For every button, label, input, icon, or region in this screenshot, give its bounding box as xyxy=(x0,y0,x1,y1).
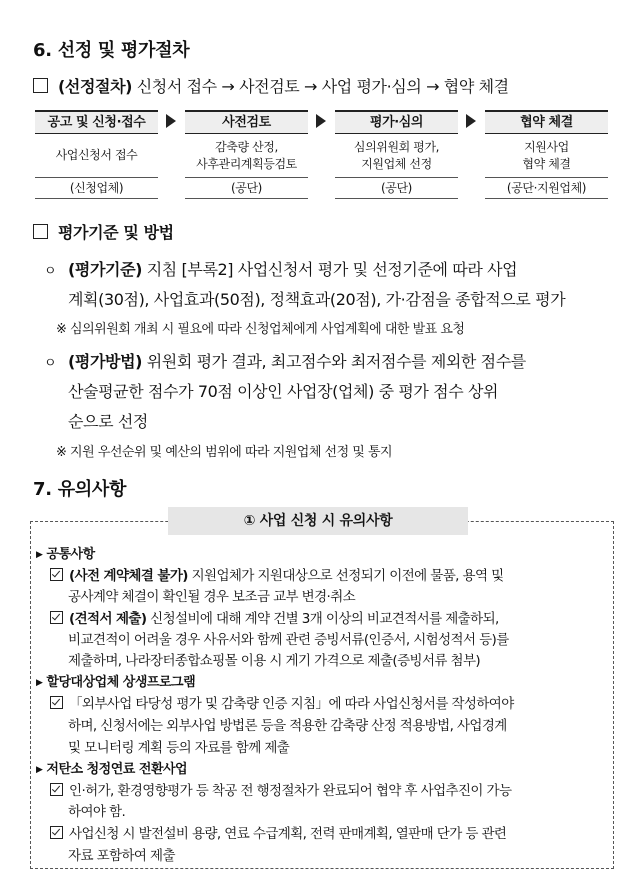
method-line-2: 산술평균한 점수가 70점 이상인 사업장(업체) 중 평가 점수 상위 xyxy=(68,382,499,401)
right-arrow-icon xyxy=(316,114,326,128)
checked-box-icon xyxy=(50,783,63,796)
right-arrow-icon xyxy=(166,114,176,128)
step-head: 평가·심의 xyxy=(335,110,458,134)
method-note: ※ 지원 우선순위 및 예산의 범위에 따라 지원업체 선정 및 통지 xyxy=(56,445,393,460)
check-item: 「외부사업 타당성 평가 및 감축량 인증 지침」에 따라 사업신청서를 작성하여야 xyxy=(50,692,514,712)
step-apply xyxy=(35,110,158,198)
checked-box-icon xyxy=(50,568,63,581)
caution-box-title: ① 사업 신청 시 유의사항 xyxy=(168,507,468,535)
step-foot: (공단) xyxy=(335,177,458,199)
checked-box-icon xyxy=(50,611,63,624)
checkbox-square-icon xyxy=(33,78,48,93)
step-review xyxy=(185,110,308,198)
step-body: 심의위원회 평가, 지원업체 선정 xyxy=(353,139,440,171)
step-body: 사업신청서 접수 xyxy=(55,148,138,162)
criteria-line-1: (평가기준) 지침 [부록2] 사업신청서 평가 및 선정기준에 따라 사업 xyxy=(68,260,518,279)
step-body: 감축량 산정, 사후관리계획등검토 xyxy=(196,139,297,171)
checked-box-icon xyxy=(50,696,63,709)
check-item: (견적서 제출) 신청설비에 대해 계약 건별 3개 이상의 비교견적서를 제출하되, xyxy=(50,607,499,627)
criteria-heading: 평가기준 및 방법 xyxy=(33,220,174,243)
check-item: 사업신청 시 발전설비 용량, 연료 수급계획, 전력 판매계획, 열판매 단가 등 관련 xyxy=(50,822,506,842)
group-win-win-program: ▶ 할당대상업체 상생프로그램 xyxy=(36,675,196,690)
check-item: 인·허가, 환경영향평가 등 착공 전 행정절차가 완료되어 협약 후 사업추진이 가능 xyxy=(50,779,511,799)
triangle-bullet-icon: ▶ xyxy=(36,765,43,775)
criteria-line-2: 계획(30점), 사업효과(50점), 정책효과(20점), 가·감점을 종합적으로 평가 xyxy=(68,290,566,309)
checked-box-icon xyxy=(50,826,63,839)
step-foot: (신청업체) xyxy=(35,177,158,199)
circle-bullet-icon: ㅇ xyxy=(44,356,57,371)
check-item-continued: 및 모니터링 계획 등의 자료를 함께 제출 xyxy=(68,740,290,756)
step-head: 사전검토 xyxy=(185,110,308,134)
triangle-bullet-icon: ▶ xyxy=(36,550,43,560)
checkbox-square-icon xyxy=(33,224,48,239)
step-head: 공고 및 신청·접수 xyxy=(35,110,158,134)
step-evaluation xyxy=(335,110,458,198)
check-item-continued: 비교견적이 어려울 경우 사유서와 함께 관련 증빙서류(인증서, 시험성적서 등)를 xyxy=(68,632,509,648)
check-item-continued: 자료 포함하여 제출 xyxy=(68,848,175,864)
step-head: 협약 체결 xyxy=(485,110,608,134)
check-item-continued: 하며, 신청서에는 외부사업 방법론 등을 적용한 감축량 산정 적용방법, 사업경계 xyxy=(68,718,507,734)
section-6-title: 6. 선정 및 평가절차 xyxy=(33,40,190,61)
criteria-note: ※ 심의위원회 개최 시 필요에 따라 신청업체에게 사업계획에 대한 발표 요청 xyxy=(56,322,465,337)
step-body: 지원사업 협약 체결 xyxy=(522,139,571,171)
check-item-continued: 공사계약 체결이 확인될 경우 보조금 교부 변경·취소 xyxy=(68,589,356,605)
check-item-continued: 제출하며, 나라장터종합쇼핑몰 이용 시 게기 가격으로 제출(증빙서류 첨부) xyxy=(68,653,481,669)
procedure-table xyxy=(35,110,608,198)
step-agreement xyxy=(485,110,608,198)
method-line-1: (평가방법) 위원회 평가 결과, 최고점수와 최저점수를 제외한 점수를 xyxy=(68,352,526,371)
procedure-label: (선정절차) xyxy=(58,77,133,96)
procedure-text: 신청서 접수 → 사전검토 → 사업 평가·심의 → 협약 체결 xyxy=(136,77,509,96)
method-line-3: 순으로 선정 xyxy=(68,412,148,431)
right-arrow-icon xyxy=(466,114,476,128)
triangle-bullet-icon: ▶ xyxy=(36,678,43,688)
step-foot: (공단) xyxy=(185,177,308,199)
procedure-line xyxy=(33,74,509,97)
group-fuel-conversion: ▶ 저탄소 청정연료 전환사업 xyxy=(36,762,188,777)
circle-bullet-icon: ㅇ xyxy=(44,264,57,279)
step-foot: (공단·지원업체) xyxy=(485,177,608,199)
check-item-continued: 하여야 함. xyxy=(68,804,126,820)
group-common: ▶ 공통사항 xyxy=(36,547,95,562)
section-7-title: 7. 유의사항 xyxy=(33,479,127,500)
check-item: (사전 계약체결 불가) 지원업체가 지원대상으로 선정되기 이전에 물품, 용역 및 xyxy=(50,564,504,584)
